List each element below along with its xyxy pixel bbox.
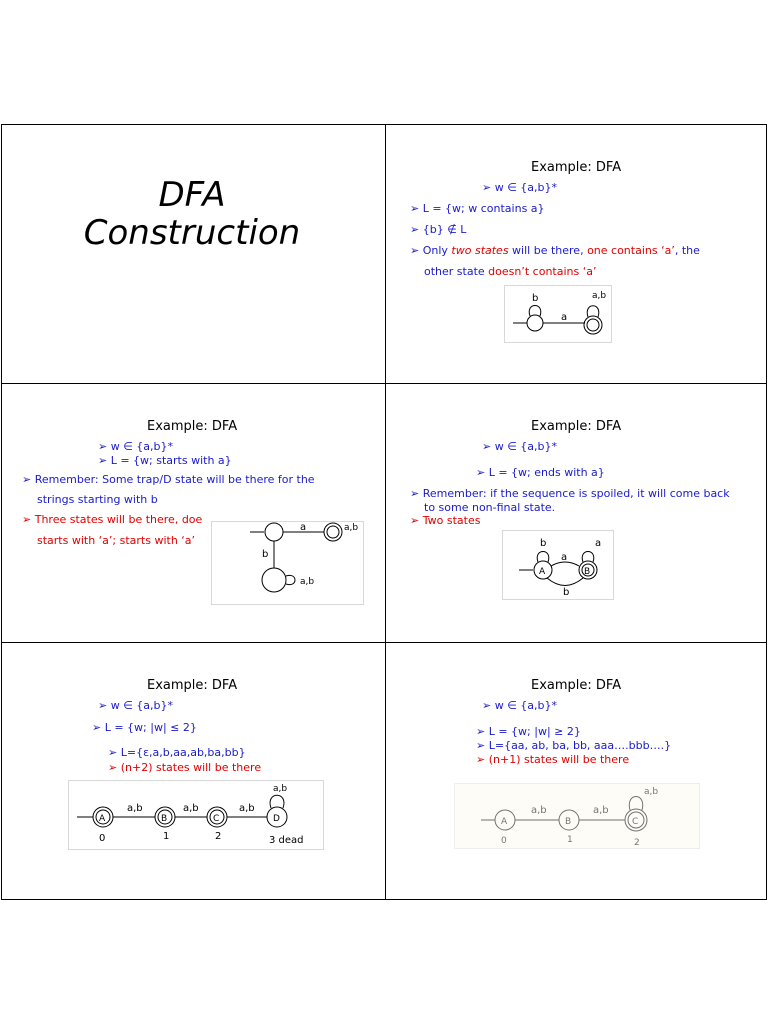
state-q1-final <box>327 526 339 538</box>
slide-title-line2: Construction <box>83 213 301 253</box>
bullet-not-in-language: ➢ {b} ∉ L <box>410 223 467 236</box>
state-1-number: 1 <box>163 831 170 842</box>
bullet-language: ➢ L = {w; |w| ≤ 2} <box>92 721 197 734</box>
state-q0 <box>265 523 283 541</box>
bullet-remember: ➢ Remember: if the sequence is spoiled, it will come back <box>410 487 730 500</box>
slide-4 <box>386 384 768 642</box>
dfa-diagram <box>502 530 614 600</box>
dfa-diagram <box>211 521 364 605</box>
loop-q1-label: a,b <box>592 291 607 301</box>
bullet-three-states: ➢ Three states will be there, doe <box>22 513 203 526</box>
bullet-two-states-cont: other state doesn’t contains ‘a’ <box>424 265 597 278</box>
bullet-alphabet: ➢ w ∈ {a,b}* <box>98 699 174 712</box>
state-1-label: B <box>565 817 572 827</box>
state-b-label: B <box>584 567 591 577</box>
bullet-language: ➢ L = {w; w contains a} <box>410 202 545 215</box>
bullet-language: ➢ L = {w; ends with a} <box>476 466 605 479</box>
state-2-label: C <box>213 814 220 824</box>
state-dead-label: D <box>273 814 280 824</box>
bottom-edge-label: b <box>563 587 570 598</box>
slide-heading: Example: DFA <box>147 678 238 693</box>
loop-b-label: a <box>595 538 602 549</box>
state-1-number: 1 <box>567 835 573 845</box>
slide-6 <box>386 643 768 901</box>
bullet-remember: ➢ Remember: Some trap/D state will be there for the <box>22 473 315 486</box>
edge-b-label: b <box>262 549 269 560</box>
slide-5 <box>2 643 385 901</box>
bullet-language: ➢ L = {w; |w| ≥ 2} <box>476 725 581 738</box>
loop-a-label: b <box>540 538 547 549</box>
slide-2 <box>386 125 768 383</box>
loop-q1 <box>587 306 599 317</box>
slide-grid <box>1 124 767 900</box>
state-0-label: A <box>99 814 106 824</box>
dfa-diagram-svg <box>69 781 323 849</box>
loop-q0 <box>529 306 541 317</box>
bullet-alphabet: ➢ w ∈ {a,b}* <box>98 440 174 453</box>
loop-dead <box>270 795 284 808</box>
bullet-three-states-cont: starts with ‘a’; starts with ‘a’ <box>37 534 196 547</box>
bullet-states: ➢ (n+1) states will be there <box>476 753 630 766</box>
top-edge-label: a <box>561 552 568 563</box>
state-0-number: 0 <box>99 833 106 844</box>
loop-2 <box>629 797 642 811</box>
bullet-two-states: ➢ Two states <box>410 514 481 527</box>
state-q0 <box>527 315 543 331</box>
slide-heading: Example: DFA <box>531 419 622 434</box>
bullet-alphabet: ➢ w ∈ {a,b}* <box>482 699 558 712</box>
edge-a-label: a <box>300 522 307 533</box>
state-q1-final <box>587 319 599 331</box>
slide-heading: Example: DFA <box>531 160 622 175</box>
state-2-label: C <box>632 817 639 827</box>
edge-b-a <box>547 578 583 586</box>
bullet-language: ➢ L = {w; starts with a} <box>98 454 232 467</box>
edge-label: a <box>561 312 568 323</box>
loop-q0-label: b <box>532 293 539 304</box>
bullet-strings: ➢ L={ε,a,b,aa,ab,ba,bb} <box>108 746 246 759</box>
edge-1-2-label: a,b <box>593 805 609 816</box>
state-dead-number: 3 dead <box>269 835 304 846</box>
bullet-remember-cont: strings starting with b <box>37 493 158 506</box>
loop-2-label: a,b <box>644 787 659 797</box>
slide-title-line1: DFA <box>158 175 226 215</box>
edge-0-1-label: a,b <box>531 805 547 816</box>
slide-heading: Example: DFA <box>531 678 622 693</box>
state-1-label: B <box>161 814 168 824</box>
dfa-diagram-svg <box>455 784 699 848</box>
dfa-diagram <box>68 780 324 850</box>
bullet-remember-cont: to some non-final state. <box>424 501 556 514</box>
loop-b <box>582 552 594 563</box>
state-2-number: 2 <box>634 838 640 848</box>
bullet-alphabet: ➢ w ∈ {a,b}* <box>482 181 558 194</box>
edge-2-3-label: a,b <box>239 803 255 814</box>
loop-dead-label: a,b <box>273 784 288 794</box>
bullet-strings: ➢ L={aa, ab, ba, bb, aaa….bbb….} <box>476 739 672 752</box>
bullet-states: ➢ (n+2) states will be there <box>108 761 262 774</box>
dfa-diagram-svg <box>503 531 613 599</box>
edge-1-2-label: a,b <box>183 803 199 814</box>
bullet-alphabet: ➢ w ∈ {a,b}* <box>482 440 558 453</box>
loop-trap <box>286 575 295 584</box>
state-0-label: A <box>501 817 508 827</box>
state-trap <box>262 568 286 592</box>
state-2-number: 2 <box>215 831 222 842</box>
loop-bottom-label: a,b <box>300 577 315 587</box>
dfa-diagram <box>454 783 700 849</box>
state-a-label: A <box>539 567 546 577</box>
dfa-diagram <box>504 285 612 343</box>
slide-3 <box>2 384 385 642</box>
dfa-diagram-svg <box>505 286 611 342</box>
loop-a <box>537 552 549 563</box>
slide-heading: Example: DFA <box>147 419 238 434</box>
state-0-number: 0 <box>501 836 507 846</box>
slide-1 <box>2 125 385 383</box>
edge-0-1-label: a,b <box>127 803 143 814</box>
dfa-diagram-svg <box>212 522 363 604</box>
loop-right-label: a,b <box>344 523 359 533</box>
bullet-two-states: ➢ Only two states will be there, one contains ‘a’, the <box>410 244 700 257</box>
